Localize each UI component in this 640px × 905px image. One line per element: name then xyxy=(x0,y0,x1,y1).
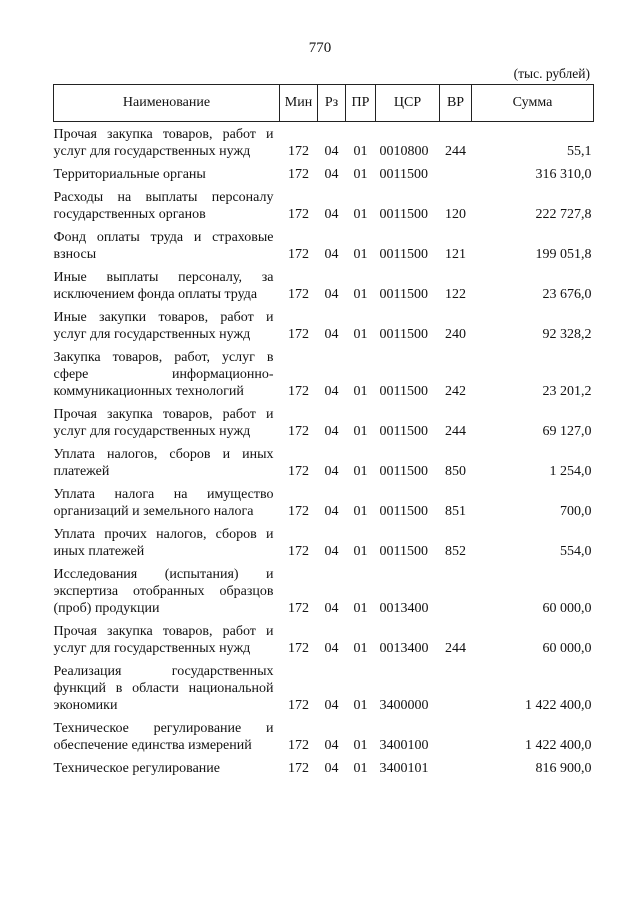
cell-name: Территориальные органы xyxy=(53,167,206,182)
table-row xyxy=(54,756,594,779)
cell-rz: 04 xyxy=(324,287,339,302)
table-row xyxy=(54,482,594,522)
cell-min: 172 xyxy=(288,698,309,713)
cell-sum: 222 727,8 xyxy=(535,207,592,222)
cell-vr: 122 xyxy=(445,287,466,302)
cell-csr: 0011500 xyxy=(379,207,428,222)
cell-sum: 23 201,2 xyxy=(542,384,592,399)
cell-csr: 0011500 xyxy=(379,167,428,182)
cell-name: Закупка товаров, работ, услуг в сфере информационно-коммуникационных технологий xyxy=(53,350,274,399)
cell-min: 172 xyxy=(288,641,309,656)
cell-rz: 04 xyxy=(324,641,339,656)
cell-vr: 240 xyxy=(445,327,466,342)
cell-csr: 0011500 xyxy=(379,544,428,559)
cell-rz: 04 xyxy=(324,207,339,222)
cell-csr: 0011500 xyxy=(379,384,428,399)
cell-vr xyxy=(440,756,472,779)
cell-pr: 01 xyxy=(353,167,368,182)
table-row xyxy=(54,659,594,716)
cell-rz: 04 xyxy=(324,424,339,439)
cell-pr: 01 xyxy=(353,761,368,776)
table-row xyxy=(54,562,594,619)
table-row xyxy=(54,522,594,562)
cell-name: Фонд оплаты труда и страховые взносы xyxy=(53,230,274,262)
header-rz: Рз xyxy=(318,85,346,122)
table-row xyxy=(54,122,594,163)
cell-min: 172 xyxy=(288,738,309,753)
cell-rz: 04 xyxy=(324,144,339,159)
cell-min: 172 xyxy=(288,601,309,616)
header-min: Мин xyxy=(280,85,318,122)
table-row xyxy=(54,225,594,265)
cell-vr xyxy=(440,162,472,185)
cell-rz: 04 xyxy=(324,544,339,559)
cell-sum: 60 000,0 xyxy=(542,641,592,656)
cell-pr: 01 xyxy=(353,504,368,519)
table-row xyxy=(54,345,594,402)
page-number: 770 xyxy=(308,40,332,56)
header-pr: ПР xyxy=(346,85,376,122)
cell-min: 172 xyxy=(288,424,309,439)
cell-csr: 3400101 xyxy=(379,761,429,776)
cell-csr: 0013400 xyxy=(379,641,429,656)
cell-min: 172 xyxy=(288,287,309,302)
table-row xyxy=(54,619,594,659)
cell-vr: 244 xyxy=(445,641,466,656)
cell-rz: 04 xyxy=(324,601,339,616)
cell-csr: 0011500 xyxy=(379,464,428,479)
cell-name: Прочая закупка товаров, работ и услуг для государственных нужд xyxy=(53,127,274,159)
cell-name: Прочая закупка товаров, работ и услуг для государственных нужд xyxy=(53,624,274,656)
cell-rz: 04 xyxy=(324,698,339,713)
cell-min: 172 xyxy=(288,504,309,519)
cell-csr: 0011500 xyxy=(379,247,428,262)
cell-min: 172 xyxy=(288,761,309,776)
cell-csr: 3400000 xyxy=(379,698,429,713)
cell-sum: 92 328,2 xyxy=(542,327,592,342)
cell-rz: 04 xyxy=(324,247,339,262)
cell-name: Исследования (испытания) и экспертиза отобранных образцов (проб) продукции xyxy=(53,567,274,616)
cell-csr: 0011500 xyxy=(379,504,428,519)
cell-csr: 0011500 xyxy=(379,327,428,342)
cell-rz: 04 xyxy=(324,504,339,519)
cell-vr: 852 xyxy=(445,544,466,559)
cell-sum: 1 422 400,0 xyxy=(525,698,592,713)
cell-name: Прочая закупка товаров, работ и услуг для государственных нужд xyxy=(53,407,274,439)
table-row xyxy=(54,305,594,345)
cell-pr: 01 xyxy=(353,738,368,753)
cell-min: 172 xyxy=(288,144,309,159)
cell-sum: 60 000,0 xyxy=(542,601,592,616)
cell-pr: 01 xyxy=(353,287,368,302)
cell-min: 172 xyxy=(288,384,309,399)
cell-rz: 04 xyxy=(324,761,339,776)
cell-name: Техническое регулирование xyxy=(53,761,220,776)
cell-min: 172 xyxy=(288,464,309,479)
cell-rz: 04 xyxy=(324,167,339,182)
cell-name: Реализация государственных функций в области национальной экономики xyxy=(53,664,274,713)
cell-name: Иные закупки товаров, работ и услуг для государственных нужд xyxy=(53,310,274,342)
header-csr: ЦСР xyxy=(376,85,440,122)
cell-name: Уплата прочих налогов, сборов и иных платежей xyxy=(53,527,274,559)
cell-sum: 1 422 400,0 xyxy=(525,738,592,753)
cell-vr: 120 xyxy=(445,207,466,222)
cell-pr: 01 xyxy=(353,327,368,342)
cell-name: Уплата налога на имущество организаций и земельного налога xyxy=(53,487,274,519)
cell-csr: 3400100 xyxy=(379,738,429,753)
cell-pr: 01 xyxy=(353,698,368,713)
cell-sum: 554,0 xyxy=(560,544,592,559)
cell-vr: 244 xyxy=(445,144,466,159)
cell-vr: 851 xyxy=(445,504,466,519)
table-row xyxy=(54,716,594,756)
cell-min: 172 xyxy=(288,247,309,262)
cell-sum: 199 051,8 xyxy=(535,247,592,262)
cell-vr: 850 xyxy=(445,464,466,479)
cell-vr: 121 xyxy=(445,247,466,262)
cell-min: 172 xyxy=(288,327,309,342)
table-row xyxy=(54,402,594,442)
cell-rz: 04 xyxy=(324,384,339,399)
cell-pr: 01 xyxy=(353,424,368,439)
cell-pr: 01 xyxy=(353,544,368,559)
cell-pr: 01 xyxy=(353,641,368,656)
cell-sum: 316 310,0 xyxy=(535,167,592,182)
cell-vr xyxy=(440,562,472,619)
cell-pr: 01 xyxy=(353,144,368,159)
cell-csr: 0011500 xyxy=(379,287,428,302)
cell-sum: 55,1 xyxy=(567,144,592,159)
table-row xyxy=(54,442,594,482)
cell-name: Уплата налогов, сборов и иных платежей xyxy=(53,447,274,479)
cell-name: Техническое регулирование и обеспечение единства измерений xyxy=(53,721,274,753)
table-header xyxy=(54,85,594,122)
cell-sum: 816 900,0 xyxy=(535,761,592,776)
cell-pr: 01 xyxy=(353,384,368,399)
cell-pr: 01 xyxy=(353,247,368,262)
cell-name: Иные выплаты персоналу, за исключением фонда оплаты труда xyxy=(53,270,274,302)
cell-csr: 0010800 xyxy=(379,144,429,159)
cell-vr xyxy=(440,716,472,756)
cell-sum: 69 127,0 xyxy=(542,424,592,439)
cell-rz: 04 xyxy=(324,738,339,753)
cell-min: 172 xyxy=(288,207,309,222)
cell-min: 172 xyxy=(288,544,309,559)
cell-csr: 0011500 xyxy=(379,424,428,439)
header-name: Наименование xyxy=(54,85,280,122)
cell-rz: 04 xyxy=(324,327,339,342)
units-label: (тыс. рублей) xyxy=(513,66,590,81)
table-row xyxy=(54,185,594,225)
cell-csr: 0013400 xyxy=(379,601,429,616)
budget-table xyxy=(53,84,594,779)
header-sum: Сумма xyxy=(472,85,594,122)
table-row xyxy=(54,265,594,305)
cell-sum: 700,0 xyxy=(560,504,592,519)
cell-pr: 01 xyxy=(353,601,368,616)
cell-vr: 242 xyxy=(445,384,466,399)
cell-vr: 244 xyxy=(445,424,466,439)
table-body xyxy=(54,122,594,780)
cell-rz: 04 xyxy=(324,464,339,479)
cell-pr: 01 xyxy=(353,207,368,222)
cell-vr xyxy=(440,659,472,716)
cell-sum: 1 254,0 xyxy=(549,464,592,479)
cell-min: 172 xyxy=(288,167,309,182)
cell-sum: 23 676,0 xyxy=(542,287,592,302)
header-vr: ВР xyxy=(440,85,472,122)
cell-pr: 01 xyxy=(353,464,368,479)
table-row xyxy=(54,162,594,185)
cell-name: Расходы на выплаты персоналу государственных органов xyxy=(53,190,274,222)
